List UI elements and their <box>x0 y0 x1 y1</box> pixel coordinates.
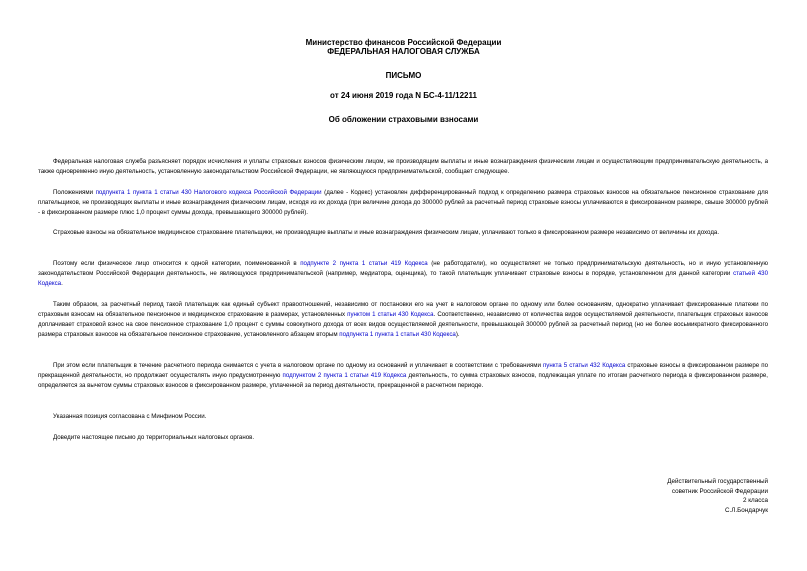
ministry-title: Министерство финансов Российской Федерации <box>305 38 502 47</box>
signature-name: С.Л.Бондарчук <box>724 506 768 514</box>
document-subject: Об обложении страховыми взносами <box>328 115 479 124</box>
paragraph-pension-insurance: Положениями подпункта 1 пункта 1 статьи 430 Налогового кодекса Российской Федерации (далее - Кодекс) установлен дифференцированный подход к определению размера страховых взносов на обязательное пенсионное страхование для плательщиков, не производящих выплаты и иные вознаграждения физическим лицам, исходя из их дохода (при величине дохода до 300000 рублей за расчетный период страховые взносы уплачиваются в фиксированном размере, свыше 300000 рублей - в фиксированном размере плюс 1,0 процент суммы дохода, превышающего 300000 рублей). <box>38 189 768 216</box>
link-article-430-subparagraph-1-second[interactable]: подпункта 1 пункта 1 статьи 430 Кодекса <box>339 331 456 338</box>
paragraph-agreement: Указанная позиция согласована с Минфином России. <box>53 413 207 420</box>
document-type: ПИСЬМО <box>385 71 422 80</box>
link-article-419-subparagraph-2-second[interactable]: подпунктом 2 пункта 1 статьи 419 Кодекса <box>282 372 407 379</box>
link-article-432-paragraph-5[interactable]: пункта 5 статьи 432 Кодекса <box>542 362 626 369</box>
signature-rank: Действительный государственный <box>667 478 768 485</box>
signature-rank-line-2: советник Российской Федерации <box>671 487 768 495</box>
link-article-430-paragraph-1[interactable]: пунктом 1 статьи 430 Кодекса <box>347 311 434 318</box>
paragraph-conclusion: Таким образом, за расчетный период такой плательщик как единый субъект правоотношений, независимо от постановки его на учет в налоговом органе по одному или более основаниям, однократно уплачивает фиксированные платежи по страховым взносам на обязательное пенсионное и медицинское страхование в размерах, установленных пунктом 1 статьи 430 Кодекса. Соответственно, независимо от количества видов осуществляемой деятельности, плательщик страховых взносов доплачивает страховой взнос на свое пенсионное страхование 1,0 процент с суммы совокупного дохода от всех видов осуществляемой деятельности, превышающей 300000 рублей за расчетный период (но не более восьмикратного фиксированного размера страховых взносов на обязательное пенсионное страхование, установленного абзацем вторым подпункта 1 пункта 1 статьи 430 Кодекса). <box>38 301 768 338</box>
paragraph-category: Поэтому если физическое лицо относится к одной категории, поименованной в подпункте 2 пункта 1 статьи 419 Кодекса (не работодатели), но осуществляет не только предпринимательскую деятельность, но и иную установленную законодательством Российской Федерации деятельность, не являющуюся предпринимательской (например, медиатора, оценщика), то такой плательщик уплачивает страховые взносы в порядке, установленном для данной категории статьей 430 Кодекса. <box>38 260 768 287</box>
link-article-419-subparagraph-2[interactable]: подпункте 2 пункта 1 статьи 419 Кодекса <box>300 260 428 267</box>
paragraph-deregistration: При этом если плательщик в течение расчетного периода снимается с учета в налоговом органе по одному из оснований и уплачивает в соответствии с требованиями пункта 5 статьи 432 Кодекса страховые взносы в фиксированном размере по прекращенной деятельности, но продолжает осуществлять иную предусмотренную подпунктом 2 пункта 1 статьи 419 Кодекса деятельность, то сумма страховых взносов, подлежащая уплате по итогам расчетного периода в фиксированном размере, определяется за вычетом суммы страховых взносов в фиксированном размере, уплаченной за период деятельности, прекращенной в расчетном периоде. <box>38 362 768 389</box>
paragraph-intro: Федеральная налоговая служба разъясняет порядок исчисления и уплаты страховых взносов физическим лицом, не производящим выплаты и иные вознаграждения физическим лицам и осуществляющим предпринимательскую деятельность, а также одновременно иную деятельность, установленную законодательством Российской Федерации, не являющуюся предпринимательской, сообщает следующее. <box>38 158 768 175</box>
link-article-430[interactable]: статьей 430 Кодекса <box>38 270 768 287</box>
link-article-430-subparagraph-1[interactable]: подпункта 1 пункта 1 статьи 430 Налогового кодекса Российской Федерации <box>95 189 322 196</box>
service-title: ФЕДЕРАЛЬНАЯ НАЛОГОВАЯ СЛУЖБА <box>327 47 480 56</box>
document-date-number: от 24 июня 2019 года N БС-4-11/12211 <box>330 91 477 100</box>
signature-class: 2 класса <box>742 497 768 504</box>
signature-block <box>667 477 768 515</box>
paragraph-medical-insurance: Страховые взносы на обязательное медицинское страхование плательщики, не производящие выплаты и иные вознаграждения физическим лицам, уплачивают только в фиксированном размере независимо от величины их дохода. <box>53 229 720 236</box>
paragraph-instruction: Доведите настоящее письмо до территориальных налоговых органов. <box>53 434 255 441</box>
